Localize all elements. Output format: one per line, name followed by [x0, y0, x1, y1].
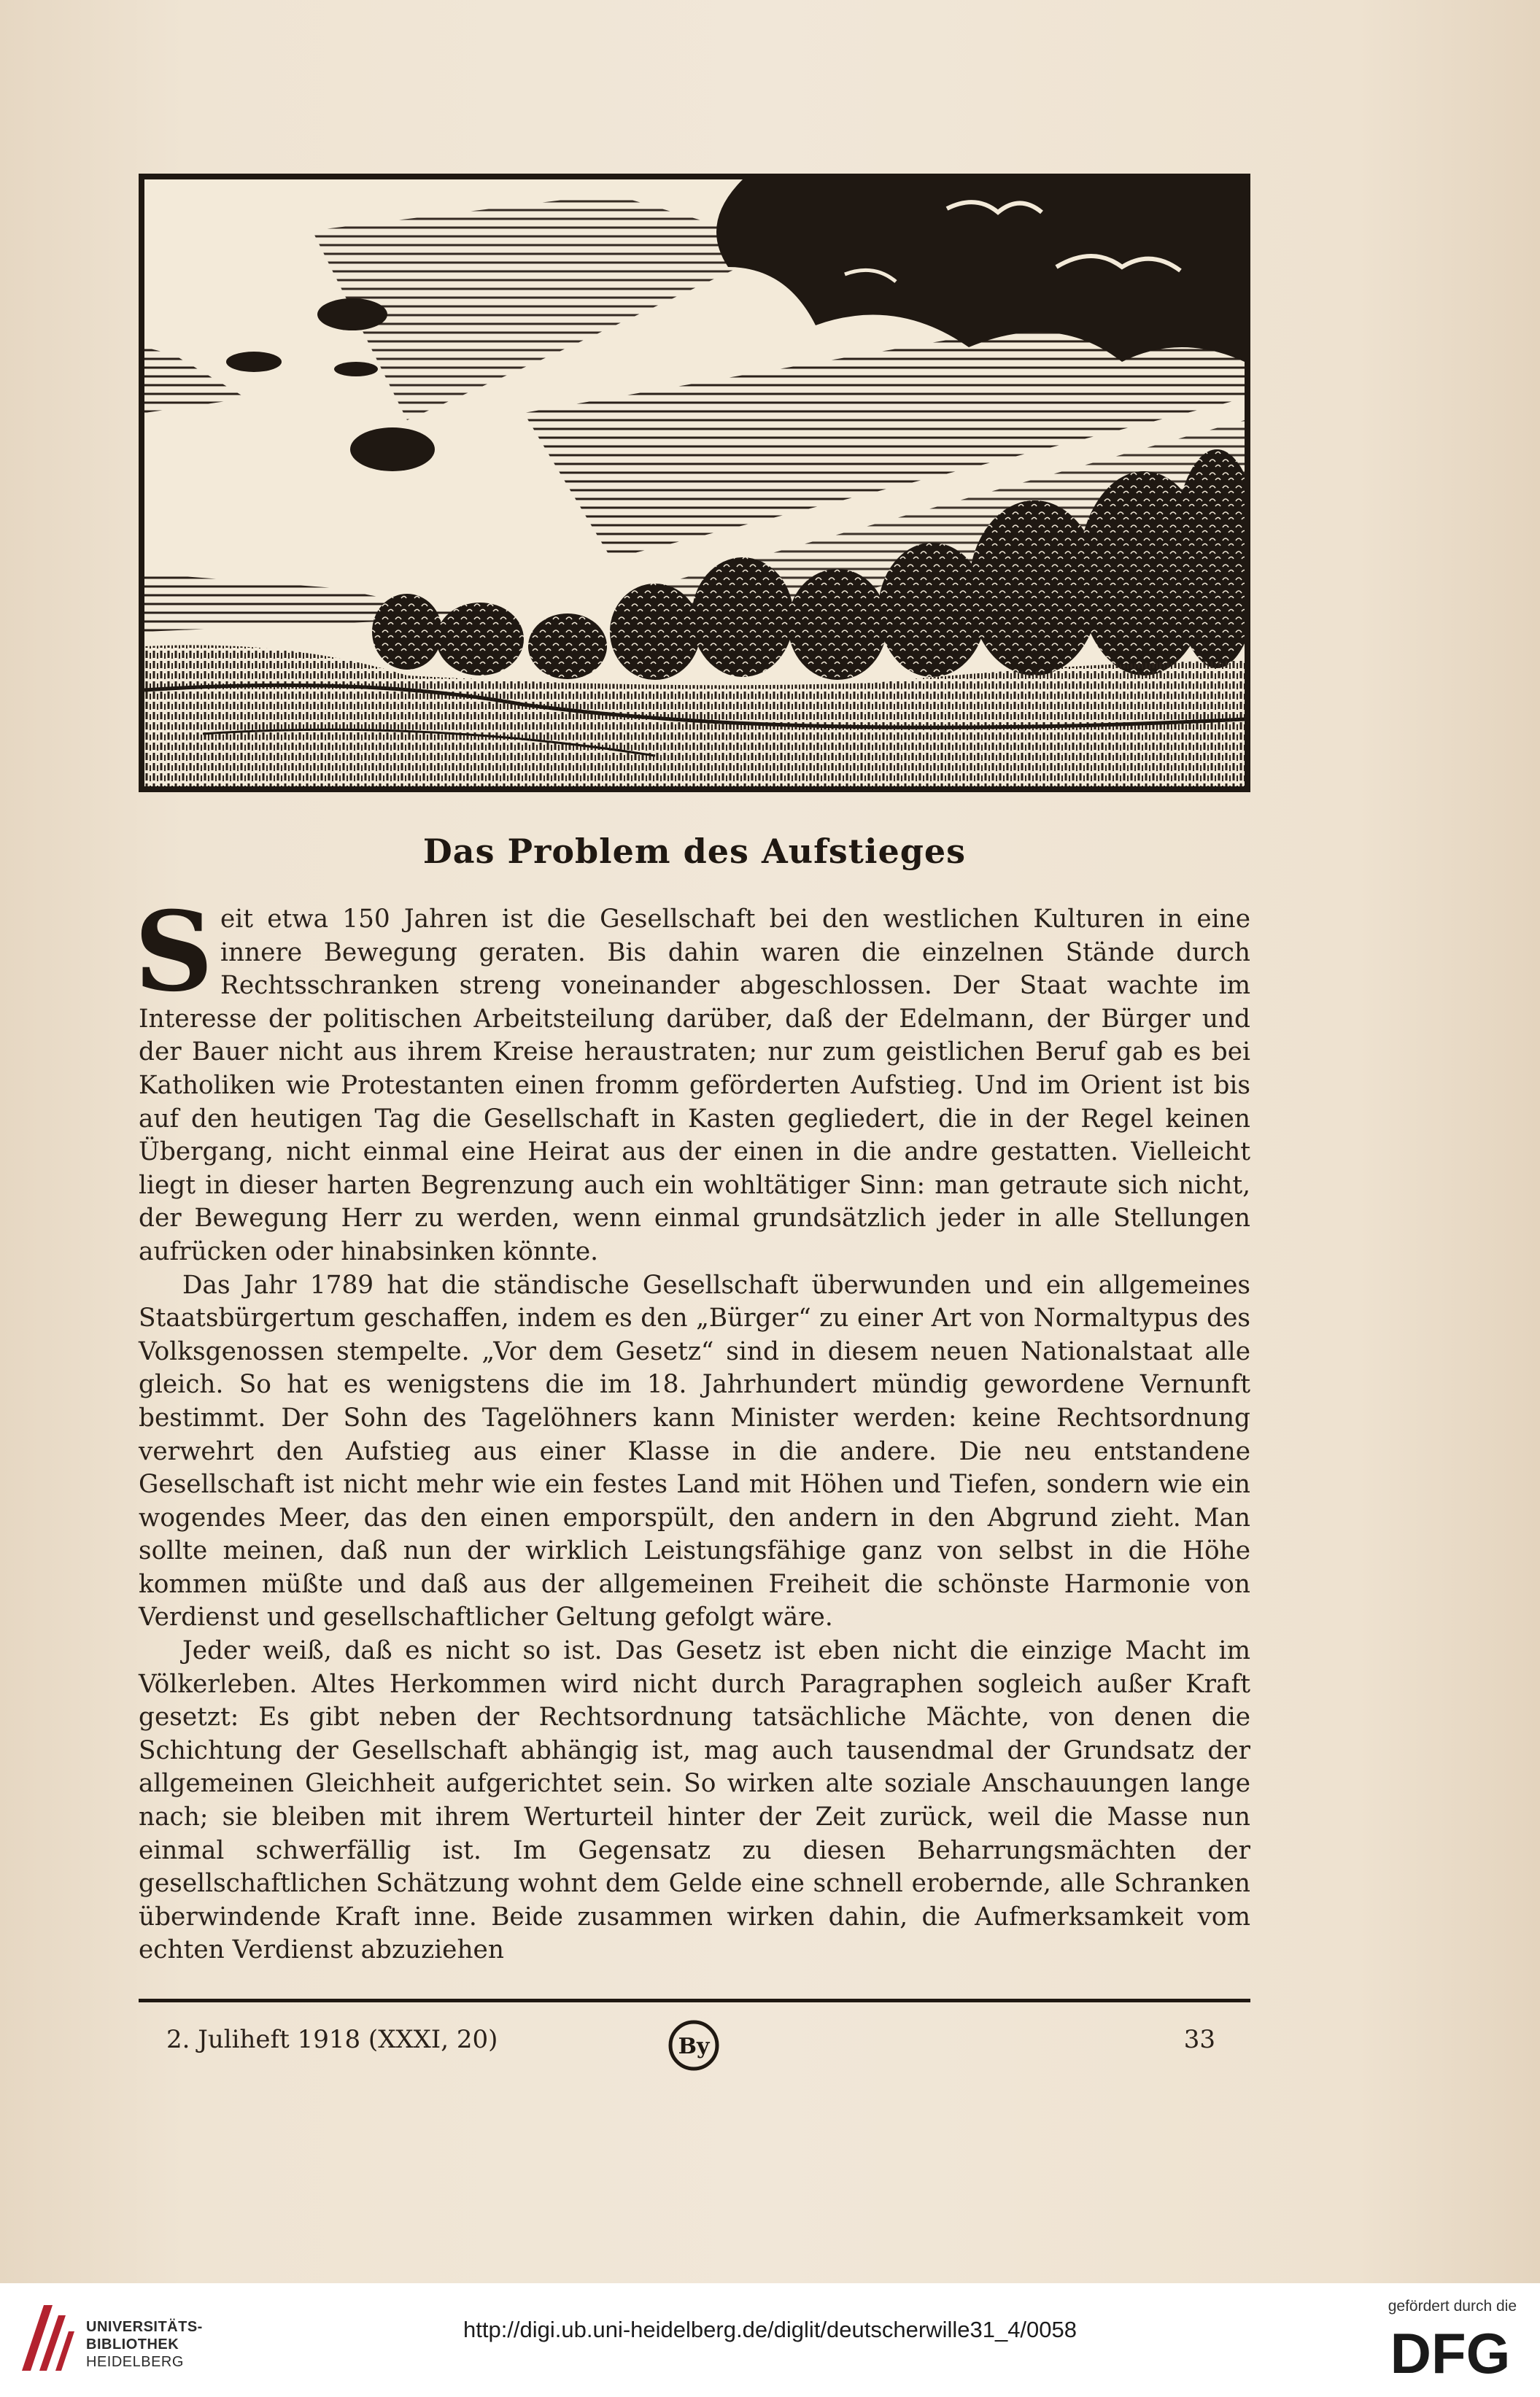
footer-rule	[139, 1999, 1250, 2002]
dfg-logo-text: DFG	[1390, 2323, 1511, 2382]
library-name-line-3: HEIDELBERG	[86, 2354, 184, 2370]
issue-info: 2. Juliheft 1918 (XXXI, 20)	[166, 2025, 498, 2054]
paragraph-1	[134, 888, 1250, 1269]
viewer-footer-bar	[0, 2283, 1540, 2397]
paragraph-2: Das Jahr 1789 hat die ständische Gesellschaft überwunden und ein allgemeines Staatsbürgertum geschaffen, indem es den „Bürger“ zu einer Art von Normaltypus des Volksgenossen stempelte. „Vor dem Gesetz“ sind in diesem neuen Nationalstaat alle gleich. So hat es wenigstens die im 18. Jahrhundert mündig gewordene Vernunft bestimmt. Der Sohn des Tagelöhners kann Minister werden: keine Rechtsordnung verwehrt den Aufstieg aus einer Klasse in die andere. Die neu entstandene Gesellschaft ist nicht mehr wie ein festes Land mit Höhen und Tiefen, sondern wie ein wogendes Meer, das den einen emporspült, den andern in den Abgrund zieht. Man sollte meinen, daß nun der wirklich Leistungsfähige ganz von selbst in die Höhe kommen müßte und daß aus der allgemeinen Freiheit die schönste Harmonie von Verdienst und gesellschaftlicher Geltung gefolgt wäre.	[139, 1270, 1250, 1633]
page-footer	[139, 2019, 1250, 2063]
library-name-line-2: BIBLIOTHEK	[86, 2336, 179, 2353]
library-name-line-1: UNIVERSITÄTS-	[86, 2319, 203, 2335]
paragraph-3: Jeder weiß, daß es nicht so ist. Das Gesetz ist eben nicht die einzige Macht im Völkerleben. Altes Herkommen wird nicht durch Paragraphen sogleich außer Kraft gesetzt: Es gibt neben der Rechtsordnung tatsächliche Mächte, von denen die Schichtung der Gesellschaft abhängig ist, mag auch tausendmal der Grundsatz der allgemeinen Gleichheit aufgerichtet sein. So wirken alte soziale Anschauungen lange nach; sie bleiben mit ihrem Werturteil hinter der Zeit zurück, weil die Masse nun einmal schwerfällig ist. Im Gegensatz zu diesen Beharrungsmächten der gesellschaftlichen Schätzung wohnt dem Gelde eine schnell erobernde, alle Schranken überwindende Kraft inne. Beide zusammen wirken dahin, die Aufmerksamkeit vom echten Verdienst abzuziehen	[139, 1636, 1250, 1965]
page-number: 33	[1183, 2025, 1215, 2054]
drop-cap: S	[134, 888, 214, 1016]
landscape-woodcut-illustration	[139, 174, 1250, 792]
article-title: Das Problem des Aufstieges	[422, 832, 967, 871]
article-body	[134, 888, 1250, 1967]
by-monogram-text: By	[678, 2034, 710, 2059]
dfg-logo-icon[interactable]	[1382, 2323, 1518, 2382]
paragraph-1-text: eit etwa 150 Jahren ist die Gesellschaft bei den westlichen Kulturen in eine innere Bewegung geraten. Bis dahin waren die einzelnen Stände durch Rechtsschranken streng voneinander abgeschlossen. Der Staat wachte im Interesse der politischen Arbeitsteilung darüber, daß der Edelmann, der Bürger und der Bauer nicht aus ihrem Kreise heraustraten; nur zum geistlichen Beruf gab es bei Katholiken wie Protestanten einen fromm geförderten Aufstieg. Und im Orient ist bis auf den heutigen Tag die Gesellschaft in Kasten gegliedert, die in der Regel keinen Übergang, nicht einmal eine Heirat aus der einen in die andre gestatten. Vielleicht liegt in dieser harten Begrenzung auch ein wohltätiger Sinn: man getraute sich nicht, der Bewegung Herr zu werden, wenn einmal grundsätzlich jeder in alle Stellungen aufrücken oder hinabsinken könnte.	[139, 905, 1250, 1266]
permalink-url[interactable]: http://digi.ub.uni-heidelberg.de/diglit/deutscherwille31_4/0058	[463, 2317, 1077, 2342]
by-monogram-icon	[668, 2019, 720, 2072]
funded-by-label: gefördert durch die	[1388, 2298, 1517, 2315]
woodcut-drawing	[144, 179, 1245, 786]
